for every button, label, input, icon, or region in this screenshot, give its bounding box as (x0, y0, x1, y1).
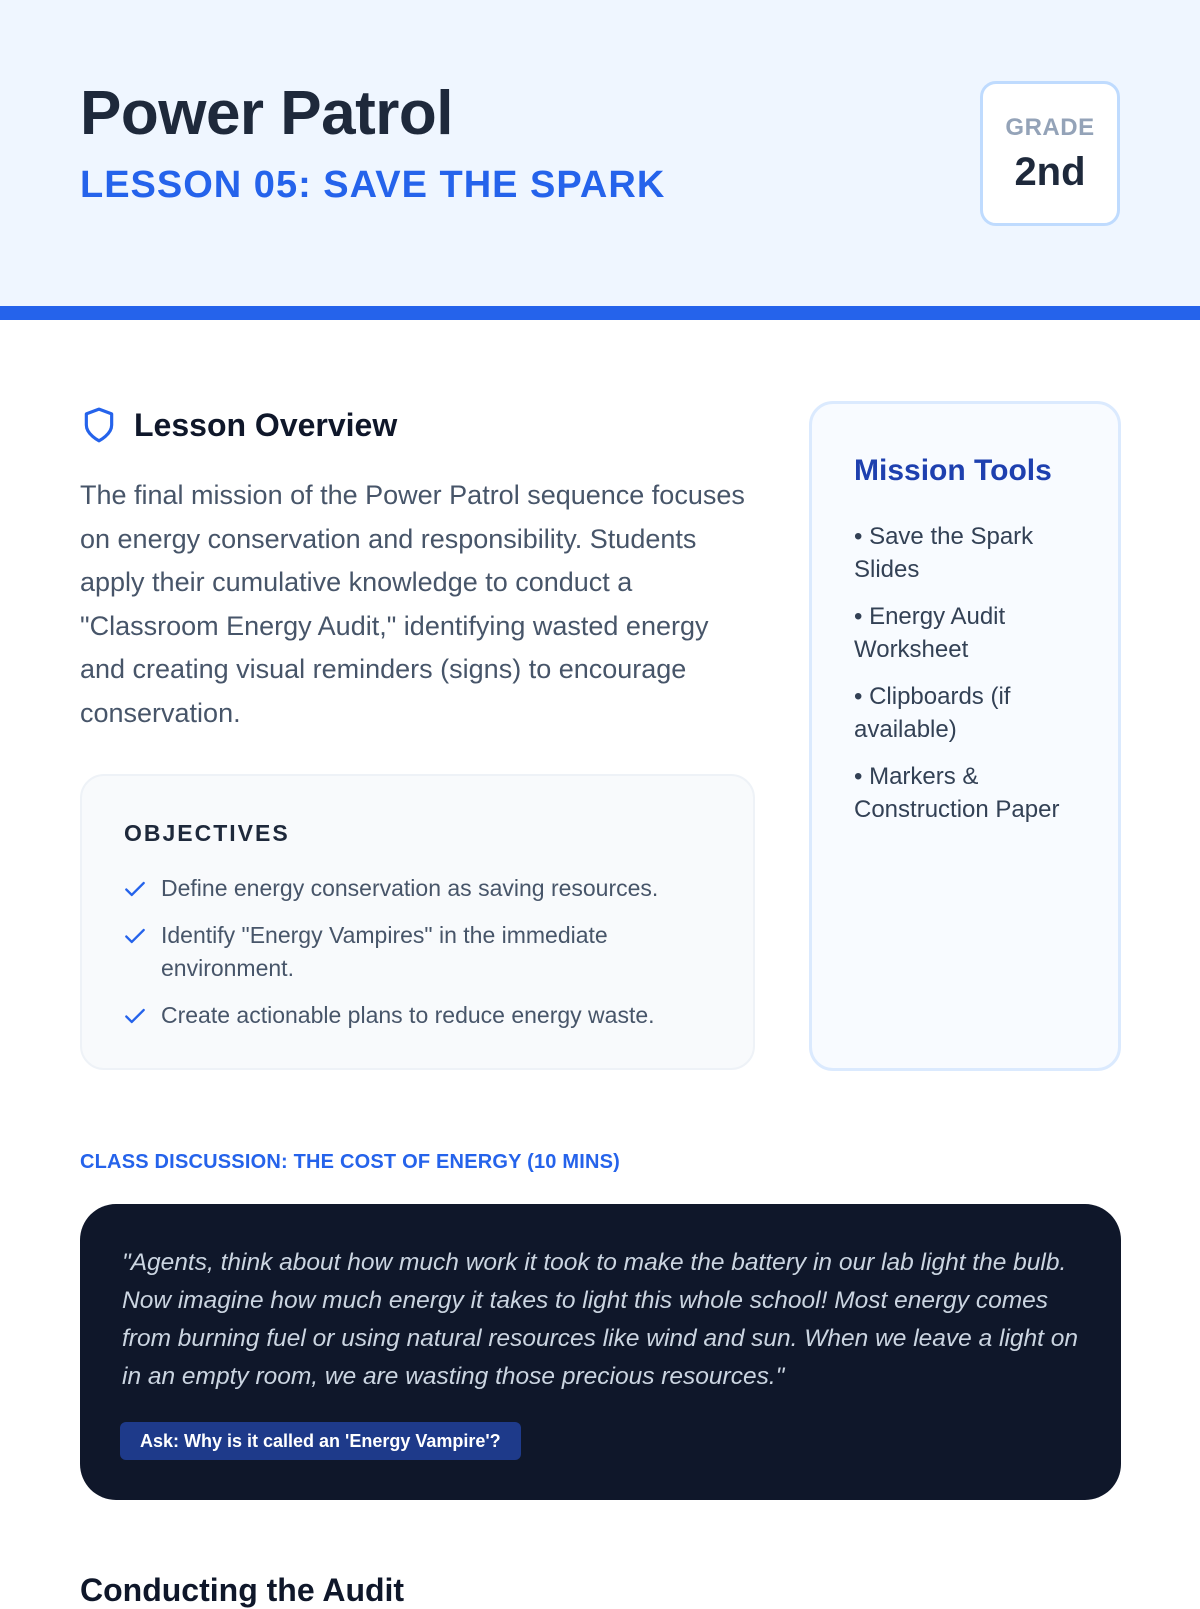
overview-text: The final mission of the Power Patrol sequence focuses on energy conservation and responsibility. Students apply their cumulative knowledge to conduct a "Classroom Energy Audit," identifying wasted energy and creating visual reminders (signs) to encourage conservation. (80, 480, 745, 728)
objective-item (122, 872, 732, 905)
objective-item (122, 919, 732, 985)
objective-item (122, 999, 732, 1032)
grade-badge (980, 81, 1120, 226)
discussion-quote-card (80, 1204, 1121, 1500)
page-header (0, 0, 1200, 320)
page-title: Power Patrol (80, 79, 453, 148)
lesson-title: LESSON 05: SAVE THE SPARK (80, 164, 666, 206)
grade-label: GRADE (1005, 114, 1095, 141)
mission-tools-list (854, 520, 1094, 840)
check-icon (122, 923, 148, 949)
mission-tools-title: Mission Tools (854, 454, 1052, 487)
objective-text: Define energy conservation as saving resources. (161, 875, 659, 901)
objectives-list (122, 872, 732, 1046)
objective-text: Create actionable plans to reduce energy waste. (161, 1002, 655, 1028)
discussion-label: CLASS DISCUSSION: THE COST OF ENERGY (10 MINS) (80, 1151, 621, 1173)
check-icon (122, 1003, 148, 1029)
overview-heading-label: Lesson Overview (134, 406, 398, 443)
objectives-title: OBJECTIVES (124, 820, 290, 846)
check-icon (122, 876, 148, 902)
ask-prompt-button[interactable]: Ask: Why is it called an 'Energy Vampire'? (120, 1422, 521, 1460)
discussion-quote: "Agents, think about how much work it took to make the battery in our lab light the bulb. Now imagine how much energy it takes to light this whole school! Most energy comes from burning fuel or using natural resources like wind and sun. When we leave a light on in an empty room, we are wasting those precious resources." (122, 1249, 1079, 1390)
mission-tools-card (809, 401, 1121, 1071)
tool-item: • Clipboards (if available) (854, 683, 1011, 743)
objectives-card (80, 774, 755, 1070)
tool-item: • Markers & Construction Paper (854, 763, 1060, 823)
tool-item: • Energy Audit Worksheet (854, 603, 1006, 663)
objective-text: Identify "Energy Vampires" in the immediate environment. (161, 922, 608, 981)
tool-item: • Save the Spark Slides (854, 523, 1034, 583)
audit-heading: Conducting the Audit (80, 1572, 405, 1608)
grade-value: 2nd (1014, 150, 1086, 194)
shield-icon (80, 406, 118, 444)
overview-heading (80, 404, 397, 446)
